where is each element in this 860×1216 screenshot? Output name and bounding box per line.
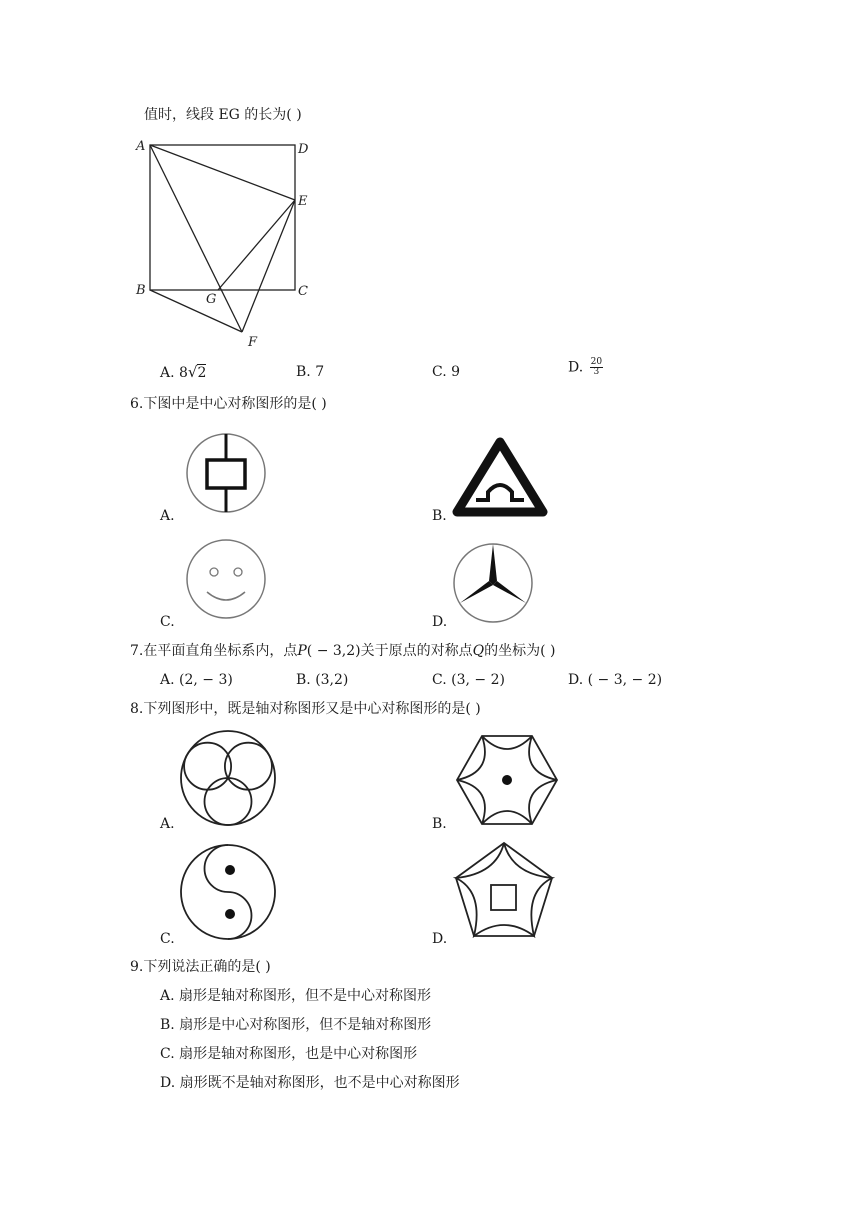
q8-label-b: B. — [432, 816, 447, 832]
q6-figure-d-three-blades — [450, 540, 536, 626]
q9-stem: 9.下列说法正确的是( ) — [130, 959, 271, 975]
q9-option-b: B. 扇形是中心对称图形，但不是轴对称图形 — [160, 1017, 432, 1033]
q6-figure-a-symbol — [183, 430, 269, 516]
q5-geometry-figure — [130, 136, 330, 351]
q7-option-c: C. (3, − 2) — [432, 672, 505, 688]
q7-option-d: D. ( − 3, − 2) — [568, 672, 663, 688]
q6-figure-b-warning-sign — [452, 436, 548, 520]
q7-stem: 7.在平面直角坐标系内，点P( − 3,2)关于原点的对称点Q的坐标为( ) — [130, 643, 556, 659]
q5-option-a: A. 8√2 — [160, 363, 207, 381]
q9-option-c: C. 扇形是轴对称图形，也是中心对称图形 — [160, 1046, 418, 1062]
q6-label-b: B. — [432, 508, 447, 524]
q6-label-c: C. — [160, 614, 175, 630]
q6-stem: 6.下图中是中心对称图形的是( ) — [130, 396, 327, 412]
label-F: F — [248, 335, 258, 350]
q7-option-a: A. (2, − 3) — [160, 672, 233, 688]
q8-label-a: A. — [160, 816, 175, 832]
q5-option-b: B. 7 — [296, 364, 325, 380]
q5-option-d: D. $\frac{20}{3}$ — [568, 357, 603, 377]
q8-figure-a-three-petal-circle — [178, 728, 278, 828]
label-B: B — [136, 283, 146, 298]
q8-figure-d-pentagon-star — [452, 840, 556, 942]
label-D: D — [298, 142, 309, 157]
label-E: E — [298, 194, 308, 209]
q8-figure-b-hexagon-star — [452, 734, 562, 830]
label-C: C — [298, 284, 308, 299]
q5-stem-tail: 值时，线段 EG 的长为( ) — [144, 107, 302, 123]
q8-label-c: C. — [160, 931, 175, 947]
q9-option-d: D. 扇形既不是轴对称图形，也不是中心对称图形 — [160, 1075, 460, 1091]
q8-figure-c-yin-yang — [178, 842, 278, 942]
q6-figure-c-smiley — [183, 536, 269, 622]
q8-stem: 8.下列图形中，既是轴对称图形又是中心对称图形的是( ) — [130, 701, 481, 717]
label-G: G — [206, 292, 217, 307]
label-A: A — [136, 139, 146, 154]
q6-label-d: D. — [432, 614, 448, 630]
q7-option-b: B. (3,2) — [296, 672, 349, 688]
q8-label-d: D. — [432, 931, 448, 947]
q5-option-c: C. 9 — [432, 364, 461, 380]
q9-option-a: A. 扇形是轴对称图形，但不是中心对称图形 — [160, 988, 432, 1004]
q6-label-a: A. — [160, 508, 175, 524]
